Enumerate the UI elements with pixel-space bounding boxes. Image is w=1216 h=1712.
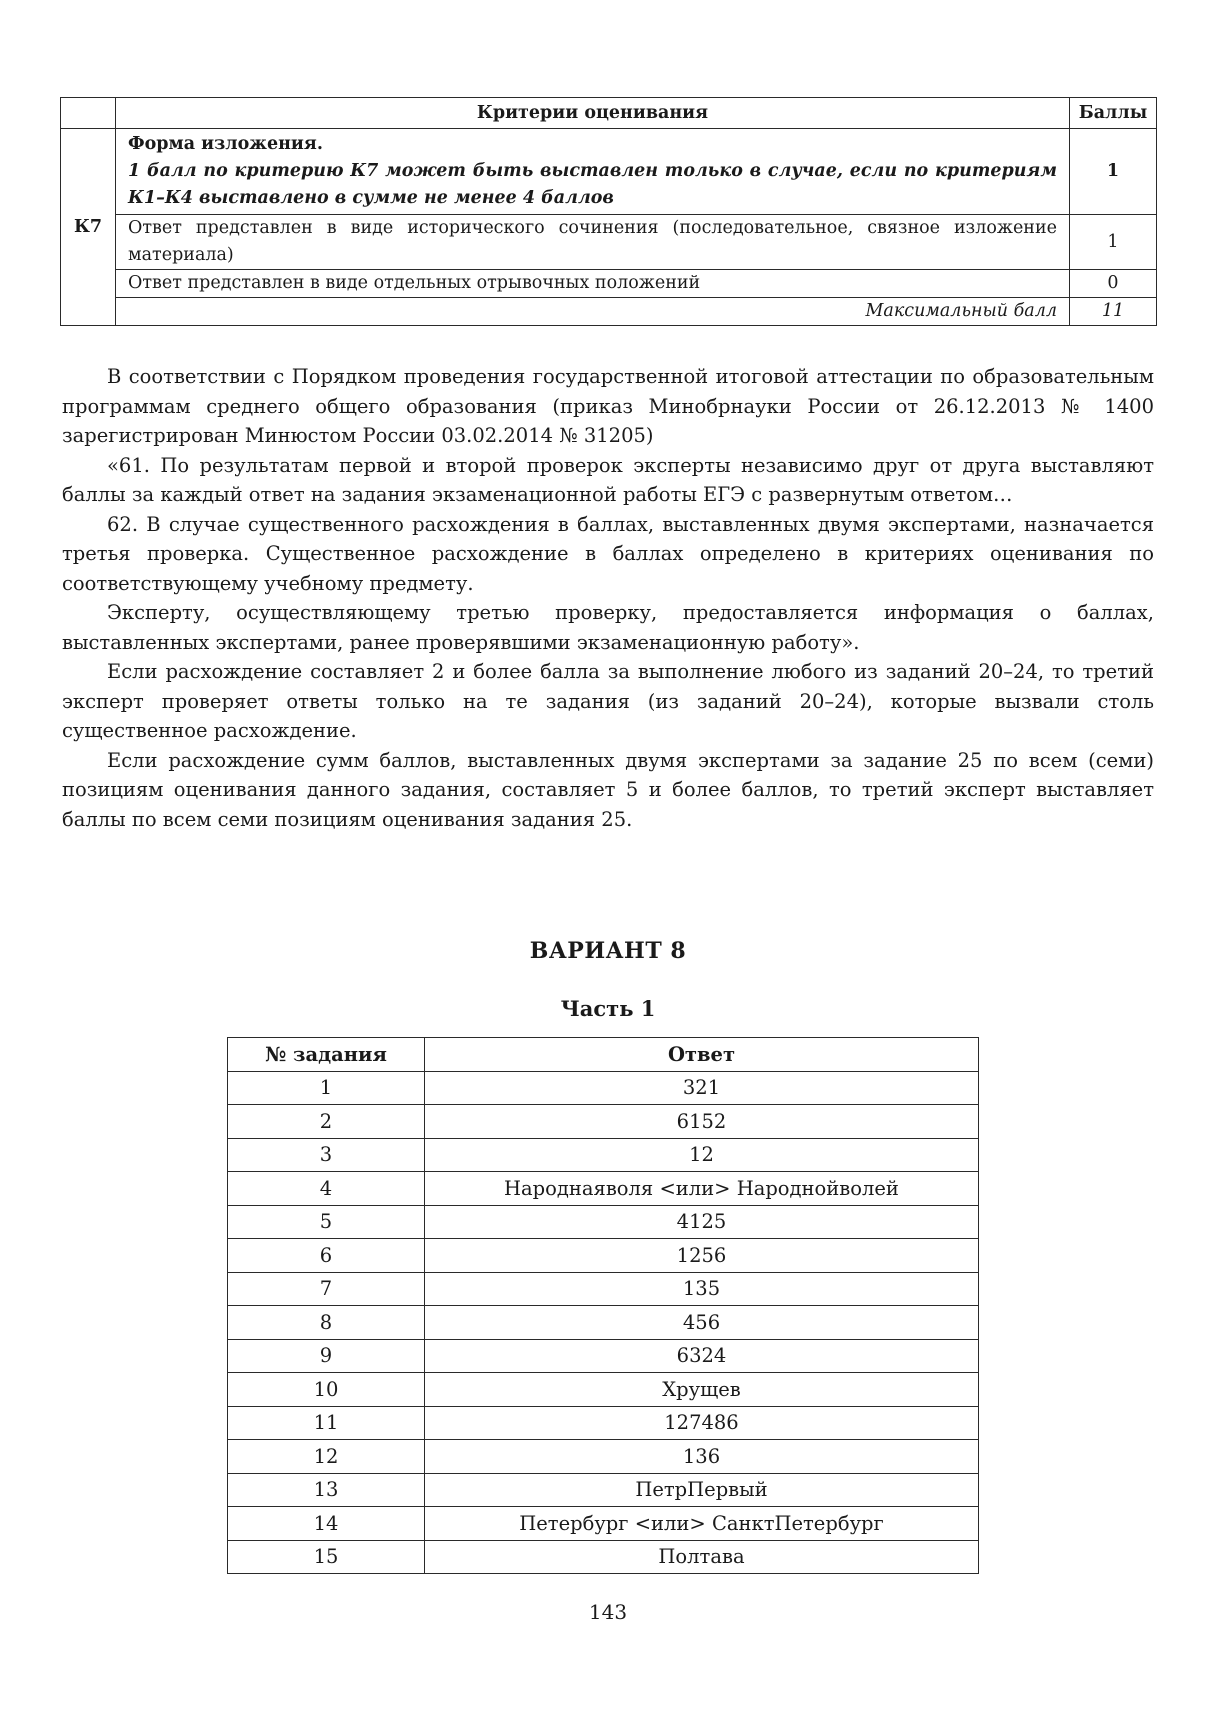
criteria-table [60, 97, 1157, 326]
task-answer: Народнаяволя <или> Народнойволей [425, 1172, 979, 1206]
task-number: 12 [228, 1440, 425, 1474]
criteria-table-header [61, 98, 1157, 129]
criterion-title: Форма изложения. [128, 134, 323, 154]
table-row [228, 1105, 979, 1139]
task-number: 14 [228, 1507, 425, 1541]
paragraph: 62. В случае существенного расхождения в баллах, выставленных двумя экспертами, назначается третья проверка. Существенное расхождение в баллах определено в критериях оценивания по соответствующему учебному предмету. [62, 512, 1154, 595]
paragraph: Эксперту, осуществляющему третью проверку, предоставляется информация о баллах, выставленных экспертами, ранее проверявшими экзаменационную работу». [62, 601, 1154, 654]
variant-title: ВАРИАНТ 8 [529, 938, 687, 964]
table-row [228, 1473, 979, 1507]
table-row [228, 1071, 979, 1105]
task-number: 7 [228, 1272, 425, 1306]
task-answer: 127486 [425, 1406, 979, 1440]
table-row [228, 1339, 979, 1373]
task-number: 11 [228, 1406, 425, 1440]
task-number: 5 [228, 1205, 425, 1239]
task-number: 2 [228, 1105, 425, 1139]
task-number: 6 [228, 1239, 425, 1273]
table-row [228, 1306, 979, 1340]
task-number: 13 [228, 1473, 425, 1507]
task-answer: 136 [425, 1440, 979, 1474]
task-answer: Петербург <или> СанктПетербург [425, 1507, 979, 1541]
criteria-row [61, 215, 1157, 270]
part-title: Часть 1 [560, 996, 656, 1021]
header-task-number: № задания [228, 1038, 425, 1072]
table-row [228, 1540, 979, 1574]
table-row [228, 1272, 979, 1306]
criterion-description: Ответ представлен в виде отдельных отрывочных положений [116, 270, 1070, 298]
criterion-code: К7 [61, 129, 116, 326]
answers-table-header [228, 1038, 979, 1072]
task-answer: 6152 [425, 1105, 979, 1139]
paragraph: Если расхождение сумм баллов, выставленных двумя экспертами за задание 25 по всем (семи) позициям оценивания данного задания, составляет 5 и более баллов, то третий эксперт выставляет баллы по всем семи позициям оценивания задания 25. [62, 748, 1154, 831]
task-number: 1 [228, 1071, 425, 1105]
answers-table [227, 1037, 979, 1574]
table-row [228, 1406, 979, 1440]
max-score-value: 11 [1070, 298, 1157, 326]
criterion-description [116, 129, 1070, 215]
criterion-score: 1 [1070, 129, 1157, 215]
task-number: 3 [228, 1138, 425, 1172]
header-criteria: Критерии оценивания [116, 98, 1070, 129]
paragraph: «61. По результатам первой и второй проверок эксперты независимо друг от друга выставляют баллы за каждый ответ на задания экзаменационной работы ЕГЭ с развернутым ответом… [62, 453, 1154, 506]
table-row [228, 1373, 979, 1407]
body-text [62, 362, 1154, 834]
criteria-row [61, 129, 1157, 215]
header-answer: Ответ [425, 1038, 979, 1072]
criterion-score: 0 [1070, 270, 1157, 298]
paragraph: В соответствии с Порядком проведения государственной итоговой аттестации по образовательным программам среднего общего образования (приказ Минобрнауки России от 26.12.2013 № 1400 зарегистрирован Минюстом России 03.02.2014 № 31205) [62, 365, 1154, 447]
max-score-row [61, 298, 1157, 326]
task-answer: 1256 [425, 1239, 979, 1273]
task-answer: 135 [425, 1272, 979, 1306]
table-row [228, 1507, 979, 1541]
max-score-label: Максимальный балл [116, 298, 1070, 326]
task-answer: Полтава [425, 1540, 979, 1574]
criteria-row [61, 270, 1157, 298]
table-row [228, 1440, 979, 1474]
header-score: Баллы [1070, 98, 1157, 129]
page-number: 143 [588, 1600, 628, 1624]
task-answer: 456 [425, 1306, 979, 1340]
task-number: 9 [228, 1339, 425, 1373]
table-row [228, 1138, 979, 1172]
task-answer: 321 [425, 1071, 979, 1105]
task-answer: ПетрПервый [425, 1473, 979, 1507]
table-row [228, 1239, 979, 1273]
criterion-score: 1 [1070, 215, 1157, 270]
table-row [228, 1172, 979, 1206]
paragraph: Если расхождение составляет 2 и более балла за выполнение любого из заданий 20–24, то третий эксперт проверяет ответы только на те задания (из заданий 20–24), которые вызвали столь существенное расхождение. [62, 660, 1154, 742]
criterion-description: Ответ представлен в виде исторического сочинения (последовательное, связное изложение материала) [116, 215, 1070, 270]
task-answer: 6324 [425, 1339, 979, 1373]
criterion-note: 1 балл по критерию К7 может быть выставлен только в случае, если по критериям К1–К4 выставлено в сумме не менее 4 баллов [128, 161, 1057, 208]
task-number: 15 [228, 1540, 425, 1574]
task-answer: Хрущев [425, 1373, 979, 1407]
task-answer: 4125 [425, 1205, 979, 1239]
table-row [228, 1205, 979, 1239]
task-number: 10 [228, 1373, 425, 1407]
task-number: 4 [228, 1172, 425, 1206]
task-number: 8 [228, 1306, 425, 1340]
header-code [61, 98, 116, 129]
task-answer: 12 [425, 1138, 979, 1172]
